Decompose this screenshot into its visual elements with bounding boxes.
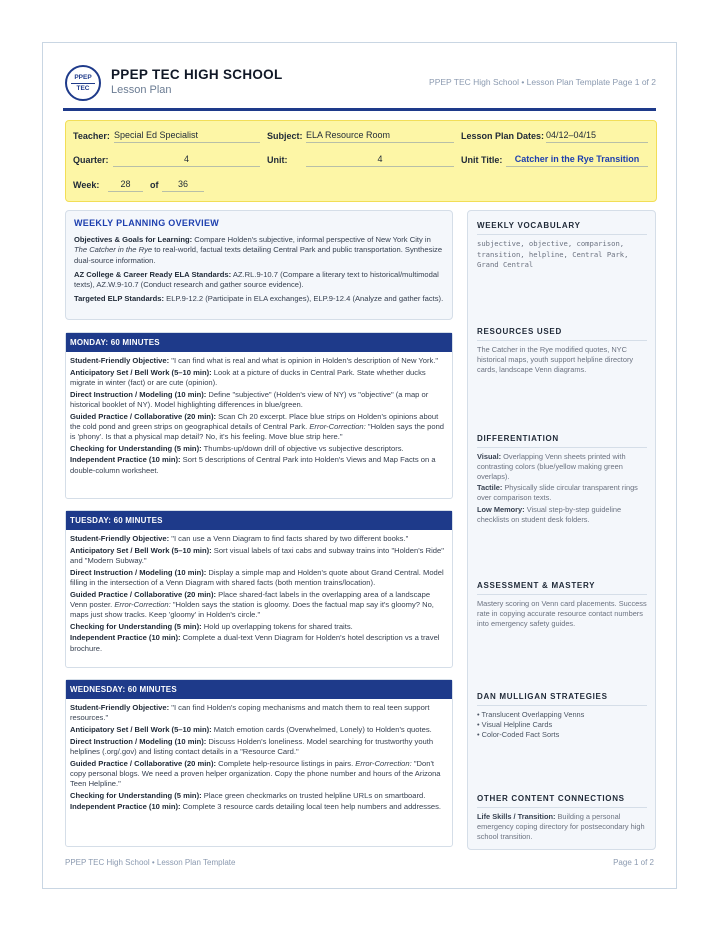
item-label: Independent Practice (10 min): — [70, 455, 181, 465]
direct-instruction-item — [70, 390, 448, 410]
independent-practice-item — [70, 802, 448, 812]
item-label: Checking for Understanding (5 min): — [70, 790, 202, 800]
unit-field[interactable]: 4 — [306, 154, 454, 167]
assessment-text: Mastery scoring on Venn card placements. Success rate in copying accurate resource contact numbers into emergency safety guides. — [477, 599, 647, 628]
item-label: Student-Friendly Objective: — [70, 356, 170, 365]
content-connections-title: OTHER CONTENT CONNECTIONS — [477, 794, 647, 808]
quarter-field[interactable]: 4 — [113, 154, 260, 167]
direct-instruction-item — [70, 737, 448, 757]
content-connections-section — [477, 794, 647, 843]
error-correction-label: Error-Correction: — [114, 599, 171, 609]
error-correction-label: Error-Correction: — [309, 421, 366, 431]
teacher-field[interactable]: Special Ed Specialist — [114, 130, 260, 143]
logo-divider — [71, 83, 95, 84]
item-label: Direct Instruction / Modeling (10 min): — [70, 567, 207, 577]
footer-page-number: Page 1 of 2 — [613, 858, 654, 867]
item-text: Scan Ch 20 excerpt. Place blue strips on Holden's opinions about the cold pond and green strips on geographical details of Central Park. — [70, 411, 439, 431]
assessment-section — [477, 581, 647, 628]
item-text: Match emotion cards (Overwhelmed, Lonely) to Holden's quotes. — [211, 724, 432, 734]
item-text: Display a simple map and Holden's quote about Grand Central. Model filling in the intersection of a Venn Diagram with shared facts (both mention trains/location). — [70, 567, 444, 587]
standards-label: AZ College & Career Ready ELA Standards: — [74, 269, 232, 279]
document-type: Lesson Plan — [111, 84, 172, 96]
bell-work-item — [70, 368, 448, 388]
dates-label: Lesson Plan Dates: — [461, 131, 545, 141]
unit-title-field[interactable]: Catcher in the Rye Transition — [506, 154, 648, 167]
item-text: "I can use a Venn Diagram to find facts shared by two different books." — [169, 534, 409, 543]
standards-text: AZ.RL.9-10.7 (Compare a literary text to historical/multimodal texts), AZ.W.9-10.7 (Conduct research and gather source evidence). — [74, 269, 439, 290]
resources-section — [477, 327, 647, 374]
bell-work-item — [70, 546, 448, 566]
differentiation-low-memory — [477, 505, 647, 525]
elp-label: Targeted ELP Standards: — [74, 294, 165, 304]
logo-top-text: PPEP — [74, 73, 92, 81]
dates-field[interactable]: 04/12–04/15 — [546, 130, 648, 143]
independent-practice-item — [70, 633, 448, 653]
item-text: Complete help-resource listings in pairs. — [216, 758, 356, 768]
assessment-title: ASSESSMENT & MASTERY — [477, 581, 647, 595]
item-text: Discuss Holden's loneliness. Model searching for trustworthy youth helplines (.org/.gov) and listing contact details in a "Resource Card." — [70, 736, 434, 756]
item-label: Anticipatory Set / Bell Work (5–10 min): — [70, 367, 212, 377]
content-connection-item — [477, 812, 647, 841]
guided-practice-item — [70, 590, 448, 621]
lesson-plan-page — [42, 42, 677, 889]
item-text-tail: "Holden says the pond is 'phony'. Is that a physical map detail? No, it's his feeling. Move blue strip here." — [70, 421, 445, 441]
item-text: Look at a picture of ducks in Central Park. State whether ducks migrate in winter (fact) or are cute (opinion). — [70, 367, 426, 387]
objective-item — [70, 356, 448, 366]
differentiation-tactile — [477, 483, 647, 503]
strategy-text: Translucent Overlapping Venns — [481, 710, 585, 719]
objectives-paragraph — [74, 235, 444, 266]
item-label: Tactile: — [477, 483, 503, 493]
strategy-text: Color-Coded Fact Sorts — [481, 729, 560, 739]
vocabulary-list: subjective, objective, comparison, transition, helpline, Central Park, Grand Central — [477, 239, 629, 270]
direct-instruction-item — [70, 568, 448, 588]
item-label: Direct Instruction / Modeling (10 min): — [70, 736, 207, 746]
strategies-section — [477, 692, 647, 739]
unit-label: Unit: — [267, 155, 288, 165]
item-label: Independent Practice (10 min): — [70, 802, 181, 812]
item-text: Complete a dual-text Venn Diagram for Holden's hotel description vs a travel brochure. — [70, 633, 440, 653]
item-label: Independent Practice (10 min): — [70, 633, 181, 643]
item-text: Building a personal emergency coping directory for postsecondary high school transition. — [477, 812, 645, 841]
vocabulary-section — [477, 221, 647, 271]
week-of-label: of — [150, 180, 159, 190]
teacher-label: Teacher: — [73, 131, 110, 141]
check-understanding-item — [70, 622, 448, 632]
objective-item — [70, 703, 448, 723]
item-text: Visual step-by-step guideline checklists on student desk folders. — [477, 504, 622, 524]
unit-title-label: Unit Title: — [461, 155, 503, 165]
elp-text: ELP.9-12.2 (Participate in ELA exchanges), ELP.9-12.4 (Analyze and gather facts). — [164, 294, 444, 304]
check-understanding-item — [70, 444, 448, 454]
item-text: Define "subjective" (Holden's view of NY) vs "objective" (a map or historical booklet of NY). Model highlighting differences in blue/green. — [70, 389, 429, 409]
item-text-tail: "Don't copy personal blogs. We need a proven helper organization. Copy the phone number and hours of the Arizona Teen Helpline." — [70, 758, 441, 788]
differentiation-title: DIFFERENTIATION — [477, 434, 647, 448]
item-label: Visual: — [477, 452, 502, 461]
item-text: Place shared-fact labels in the overlapping area of a landscape Venn poster. — [70, 589, 431, 609]
guided-practice-item — [70, 412, 448, 443]
item-label: Guided Practice / Collaborative (20 min): — [70, 758, 217, 768]
weekly-planning-overview — [65, 210, 453, 320]
header-meta: PPEP TEC High School • Lesson Plan Template Page 1 of 2 — [429, 77, 656, 87]
item-label: Guided Practice / Collaborative (20 min): — [70, 411, 217, 421]
strategy-item: • Visual Helpline Cards — [477, 719, 553, 729]
guided-practice-item — [70, 759, 448, 790]
error-correction-label: Error-Correction: — [355, 758, 412, 768]
week-label: Week: — [73, 180, 100, 190]
objectives-label: Objectives & Goals for Learning: — [74, 235, 193, 244]
item-label: Checking for Understanding (5 min): — [70, 621, 202, 631]
sidebar-panel — [467, 210, 656, 850]
day-header: MONDAY: 60 MINUTES — [66, 333, 452, 352]
item-text: Overlapping Venn sheets printed with contrasting colors (blue/yellow making green overlaps). — [477, 452, 626, 481]
vocabulary-title: WEEKLY VOCABULARY — [477, 221, 647, 235]
resources-text: The Catcher in the Rye modified quotes, NYC historical maps, youth support helpline directory cards, landscape Venn diagrams. — [477, 345, 634, 374]
strategy-item: • Translucent Overlapping Venns — [477, 710, 585, 719]
day-block-wednesday — [65, 679, 453, 847]
objectives-text-start: Compare Holden's subjective, informal perspective of New York City in — [192, 235, 431, 244]
strategy-item: • Color-Coded Fact Sorts — [477, 729, 560, 739]
item-label: Low Memory: — [477, 504, 525, 514]
item-label: Life Skills / Transition: — [477, 812, 556, 821]
resources-title: RESOURCES USED — [477, 327, 647, 341]
strategy-text: Visual Helpline Cards — [481, 719, 553, 729]
bell-work-item — [70, 725, 448, 735]
item-text: Thumbs-up/down drill of objective vs subjective descriptors. — [201, 443, 404, 453]
independent-practice-item — [70, 455, 448, 475]
item-label: Direct Instruction / Modeling (10 min): — [70, 389, 207, 399]
item-text: Sort 5 descriptions of Central Park into Holden's Views and Map Facts on a double-column worksheet. — [70, 455, 436, 475]
differentiation-section — [477, 434, 647, 527]
item-label: Guided Practice / Collaborative (20 min): — [70, 589, 217, 599]
logo-bottom-text: TEC — [76, 84, 90, 92]
school-logo — [65, 65, 101, 101]
lesson-info-panel — [65, 120, 657, 202]
subject-field[interactable]: ELA Resource Room — [306, 130, 454, 143]
item-text: Physically slide circular transparent rings over comparison texts. — [477, 483, 638, 503]
overview-title: WEEKLY PLANNING OVERVIEW — [74, 218, 220, 228]
item-label: Student-Friendly Objective: — [70, 703, 170, 712]
objectives-book-title: The Catcher in the Rye — [74, 245, 153, 255]
item-text: "I can find Holden's coping mechanisms and match them to real teen support resources." — [70, 703, 430, 723]
item-text: Place green checkmarks on trusted helpline URLs on smartboard. — [201, 790, 426, 800]
week-total-field[interactable]: 36 — [162, 179, 204, 192]
item-label: Anticipatory Set / Bell Work (5–10 min): — [70, 545, 212, 555]
day-header: TUESDAY: 60 MINUTES — [66, 511, 452, 530]
subject-label: Subject: — [267, 131, 303, 141]
day-block-tuesday — [65, 510, 453, 668]
strategies-title: DAN MULLIGAN STRATEGIES — [477, 692, 647, 706]
item-text: "I can find what is real and what is opinion in Holden's description of New York." — [169, 356, 439, 365]
item-text-tail: "Holden says the station is gloomy. Does the factual map say it's gloomy? No, maps just show tracks. Keep 'gloomy' in Holden's circle." — [70, 599, 434, 619]
objective-item — [70, 534, 448, 544]
quarter-label: Quarter: — [73, 155, 109, 165]
header-divider — [63, 108, 656, 111]
item-text: Sort visual labels of taxi cabs and subway trains into "Holden's Ride" and "Modern Subway." — [70, 545, 444, 565]
school-title: PPEP TEC HIGH SCHOOL — [111, 67, 283, 82]
day-header: WEDNESDAY: 60 MINUTES — [66, 680, 452, 699]
day-block-monday — [65, 332, 453, 499]
item-label: Checking for Understanding (5 min): — [70, 443, 202, 453]
item-text: Complete 3 resource cards detailing local teen help numbers and addresses. — [180, 802, 442, 812]
item-text: Hold up overlapping tokens for shared traits. — [201, 621, 353, 631]
elp-paragraph — [74, 294, 444, 304]
differentiation-visual — [477, 452, 647, 481]
item-label: Anticipatory Set / Bell Work (5–10 min): — [70, 724, 212, 734]
standards-paragraph — [74, 270, 444, 291]
item-label: Student-Friendly Objective: — [70, 534, 170, 543]
check-understanding-item — [70, 791, 448, 801]
week-field[interactable]: 28 — [108, 179, 143, 192]
objectives-text-end: to real-world, factual texts detailing Central Park and public transportation. Synthesize dual-source information. — [74, 245, 443, 265]
footer-left: PPEP TEC High School • Lesson Plan Template — [65, 858, 236, 867]
